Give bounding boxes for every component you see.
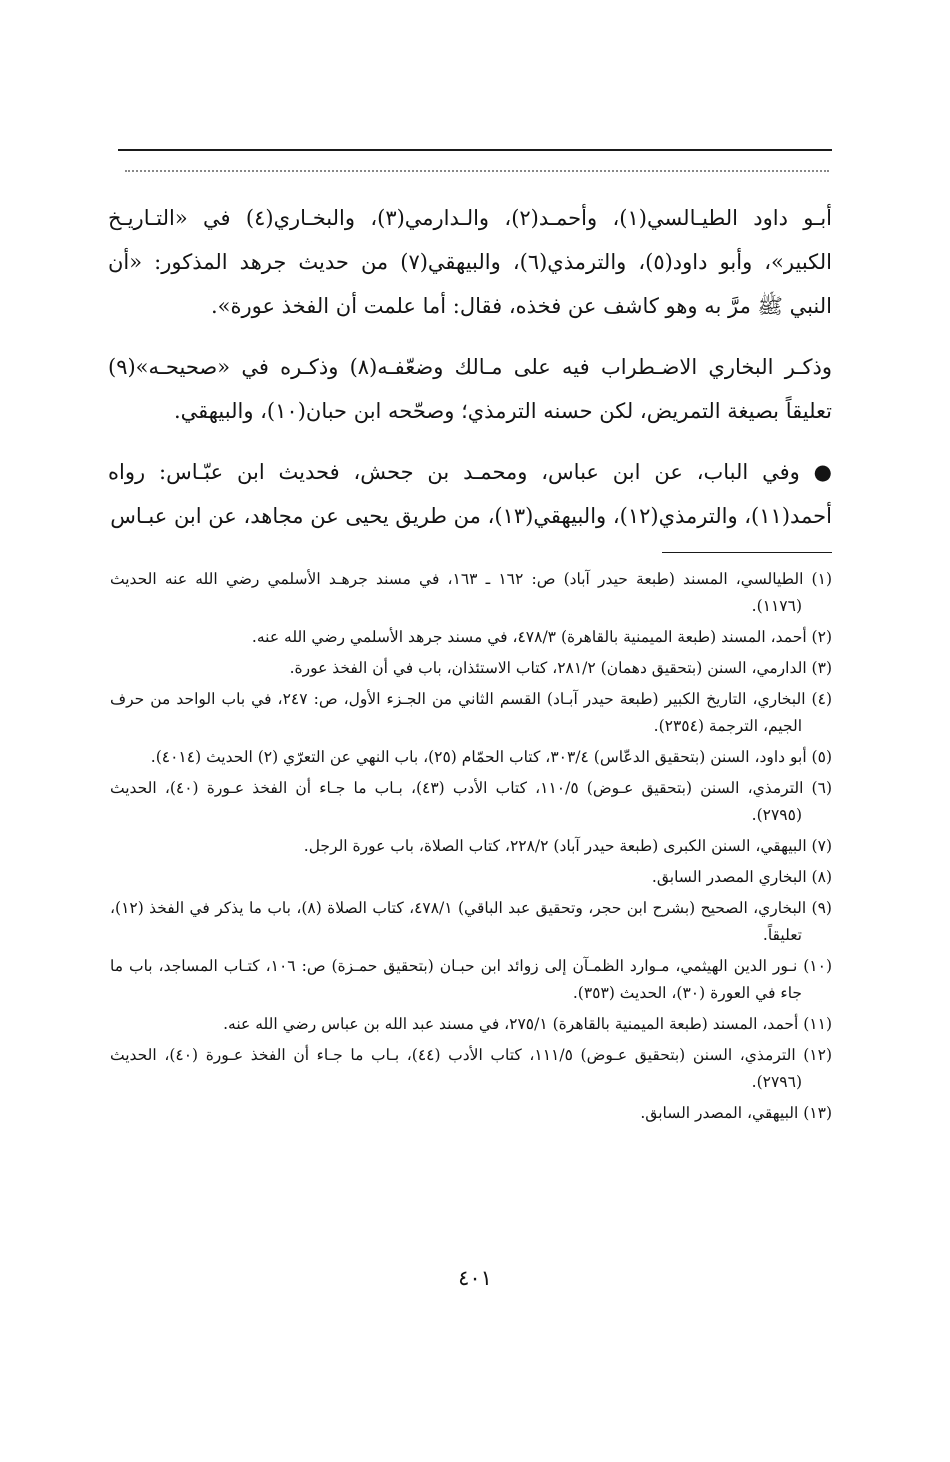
- paragraph: وذكـر البخاري الاضـطراب فيه على مـالك وضعّفـه(٨) وذكـره في «صحيحـه»(٩) تعليقاً بصيغة التمريض، لكن حسنه الترمذي؛ وصحّحه ابن حبان(١٠)، والبيهقي.: [108, 355, 832, 423]
- footnote: (١٠) نـور الدين الهيثمي، مـوارد الظمـآن إلى زوائد ابن حبـان (بتحقيق حمـزة) ص: ١٠٦، كتـاب المساجد، باب ما جاء في العورة (٣٠)، الحديث (٣٥٣).: [110, 957, 832, 1002]
- footnote: (١) الطيالسي، المسند (طبعة حيدر آباد) ص: ١٦٢ ـ ١٦٣، في مسند جرهـد الأسلمي رضي الله عنه الحديث (١١٧٦).: [110, 570, 832, 615]
- footnote: (٣) الدارمي، السنن (بتحقيق دهمان) ٢٨١/٢، كتاب الاستئذان، باب في أن الفخذ عورة.: [289, 659, 832, 677]
- footnote: (١١) أحمد، المسند (طبعة الميمنية بالقاهرة) ٢٧٥/١، في مسند عبد الله بن عباس رضي الله عنه.: [223, 1015, 832, 1033]
- footnote: (٦) الترمذي، السنن (بتحقيق عـوض) ١١٠/٥، كتاب الأدب (٤٣)، بـاب ما جـاء أن الفخذ عـورة (٤٠)، الحديث (٢٧٩٥).: [110, 779, 832, 824]
- paragraph: ● وفي الباب، عن ابن عباس، ومحمـد بن جحش، فحديث ابن عبّـاس: رواه أحمد(١١)، والترمذي(١٢)، والبيهقي(١٣)، من طريق يحيى عن مجاهد، عن ابن عبـاس: [108, 460, 832, 528]
- footnotes: [110, 566, 832, 1131]
- footnote-separator: [662, 552, 832, 553]
- paragraph: أبـو داود الطيـالسي(١)، وأحمـد(٢)، والـدارمي(٣)، والبخـاري(٤) في «التـاريـخ الكبير»، وأبو داود(٥)، والترمذي(٦)، والبيهقي(٧) من حديث جرهد المذكور: «أن النبي ﷺ مرَّ به وهو كاشف عن فخذه، فقال: أما علمت أن الفخذ عورة».: [108, 206, 832, 318]
- footnote: (٧) البيهقي، السنن الكبرى (طبعة حيدر آباد) ٢٢٨/٢، كتاب الصلاة، باب عورة الرجل.: [303, 837, 832, 855]
- footnote: (٨) البخاري المصدر السابق.: [651, 868, 832, 886]
- footnote: (١٢) الترمذي، السنن (بتحقيق عـوض) ١١١/٥، كتاب الأدب (٤٤)، بـاب ما جـاء أن الفخذ عـورة (٤٠)، الحديث (٢٧٩٦).: [110, 1046, 832, 1091]
- page-number: ٤٠١: [458, 1266, 492, 1290]
- footnote: (٩) البخاري، الصحيح (بشرح ابن حجر، وتحقيق عبد الباقي) ٤٧٨/١، كتاب الصلاة (٨)، باب ما يذكر في الفخذ (١٢)، تعليقاً.: [110, 899, 832, 944]
- footnote: (٥) أبو داود، السنن (بتحقيق الدعّاس) ٣٠٣/٤، كتاب الحمّام (٢٥)، باب النهي عن التعرّي (٢) الحديث (٤٠١٤).: [150, 748, 832, 766]
- footnote: (٤) البخاري، التاريخ الكبير (طبعة حيدر آبـاد) القسم الثاني من الجـزء الأول، ص: ٢٤٧، في باب الواحد من حرف الجيم، الترجمة (٢٣٥٤).: [110, 690, 832, 735]
- header-rule: [118, 149, 832, 151]
- main-text: [108, 196, 832, 555]
- footnote: (١٣) البيهقي، المصدر السابق.: [640, 1104, 832, 1122]
- header-dotted-rule: [125, 170, 829, 172]
- footnote: (٢) أحمد، المسند (طبعة الميمنية بالقاهرة) ٤٧٨/٣، في مسند جرهد الأسلمي رضي الله عنه.: [251, 628, 832, 646]
